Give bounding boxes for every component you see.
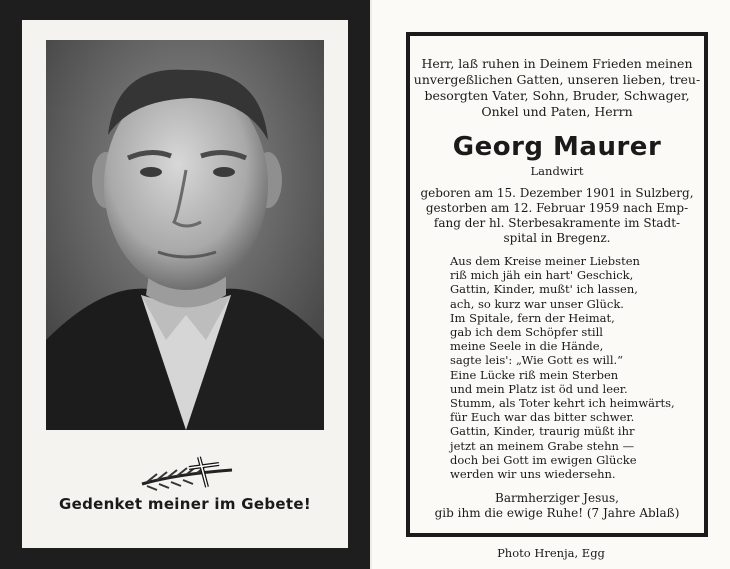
poem-line: Aus dem Kreise meiner Liebsten: [450, 254, 640, 268]
biography: [410, 186, 704, 246]
poem-line: riß mich jäh ein hart' Geschick,: [450, 268, 634, 283]
left-card-inner: [22, 20, 348, 548]
poem-line: für Euch war das bitter schwer.: [450, 410, 635, 425]
prayer-line: gib ihm die ewige Ruhe! (7 Jahre Ablaß): [434, 506, 680, 520]
memorial-card-right: [372, 0, 730, 569]
poem-line: werden wir uns wiedersehn.: [450, 467, 616, 482]
profession: Landwirt: [530, 164, 584, 178]
poem-line: jetzt an meinem Grabe stehn —: [450, 438, 635, 453]
poem-line: doch bei Gott im ewigen Glücke: [450, 452, 637, 467]
poem-line: und mein Platz ist öd und leer.: [450, 381, 628, 396]
poem-line: sagte leis': „Wie Gott es will.“: [450, 353, 624, 368]
poem-line: ach, so kurz war unser Glück.: [450, 296, 624, 311]
deceased-name: Georg Maurer: [452, 132, 662, 162]
photo-credit: Photo Hrenja, Egg: [497, 546, 605, 560]
verse-line: unvergeßlichen Gatten, unseren lieben, treu-: [413, 72, 701, 87]
verse-line: Herr, laß ruhen in Deinem Frieden meinen: [421, 56, 693, 71]
closing-prayer: [410, 491, 704, 521]
verse-line: Onkel und Paten, Herrn: [481, 104, 633, 119]
bio-line: gestorben am 12. Februar 1959 nach Emp-: [425, 201, 689, 215]
bio-line: geboren am 15. Dezember 1901 in Sulzberg,: [420, 186, 694, 200]
verse-intro: [410, 56, 704, 120]
poem-line: meine Seele in die Hände,: [450, 339, 604, 354]
poem-line: Im Spitale, fern der Heimat,: [450, 310, 615, 325]
poem: [450, 254, 700, 481]
cross-palm-icon: [137, 452, 237, 492]
prayer-line: Barmherziger Jesus,: [495, 491, 619, 505]
text-frame: [406, 32, 708, 537]
bio-line: fang der hl. Sterbesakramente im Stadt-: [433, 216, 681, 230]
poem-line: Stumm, als Toter kehrt ich heimwärts,: [450, 396, 675, 411]
portrait-photo: [46, 40, 324, 430]
verse-line: besorgten Vater, Sohn, Bruder, Schwager,: [424, 88, 690, 103]
poem-line: Gattin, Kinder, mußt' ich lassen,: [450, 282, 638, 297]
bio-line: spital in Bregenz.: [503, 231, 611, 245]
memorial-phrase: Gedenket meiner im Gebete!: [58, 495, 311, 513]
poem-line: Gattin, Kinder, traurig müßt ihr: [450, 424, 635, 439]
poem-line: gab ich dem Schöpfer still: [450, 325, 603, 340]
poem-line: Eine Lücke riß mein Sterben: [450, 367, 619, 382]
